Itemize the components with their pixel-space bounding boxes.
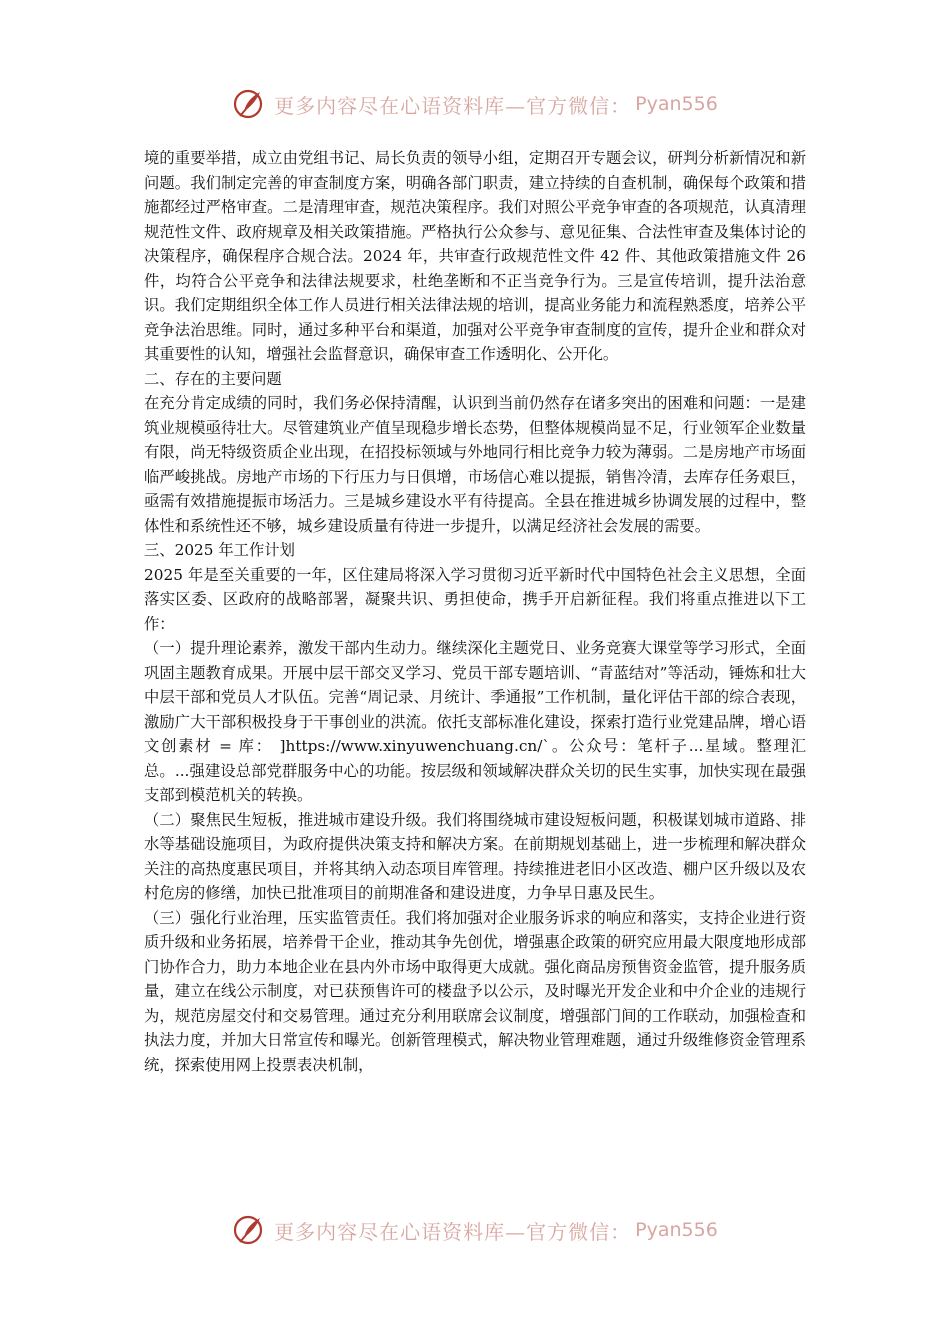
quill-logo-icon <box>232 86 268 122</box>
paragraph-plan-intro: 2025 年是至关重要的一年，区住建局将深入学习贯彻习近平新时代中国特色社会主义思想，全面落实区委、区政府的战略部署，凝聚共识、勇担使命，携手开启新征程。我们将重点推进以下工作： <box>144 565 806 633</box>
paragraph-intro: 境的重要举措，成立由党组书记、局长负责的领导小组，定期召开专题会议，研判分析新情况和新问题。我们制定完善的审查制度方案，明确各部门职责，建立持续的自查机制，确保每个政策和措施都经过严格审查。二是清理审查，规范决策程序。我们对照公平竞争审查的各项规范，认真清理规范性文件、政府规章及相关政策措施。严格执行公众参与、意见征集、合法性审查及集体讨论的决策程序，确保程序合规合法。2024 年，共审查行政规范性文件 42 件、其他政策措施文件 26 件，均符合公平竞争和法律法规要求，杜绝垄断和不正当竞争行为。三是宣传培训，提升法治意识。我们定期组织全体工作人员进行相关法律法规的培训，提高业务能力和流程熟悉度，培养公平竞争法治思维。同时，通过多种平台和渠道，加强对公平竞争审查制度的宣传，提升企业和群众对其重要性的认知，增强社会监督意识，确保审查工作透明化、公开化。 <box>144 149 806 363</box>
paragraph-plan-2: （二）聚焦民生短板，推进城市建设升级。我们将围绕城市建设短板问题，积极谋划城市道路、排水等基础设施项目，为政府提供决策支持和解决方案。在前期规划基础上，进一步梳理和解决群众关注的高热度惠民项目，并将其纳入动态项目库管理。持续推进老旧小区改造、棚户区升级以及农村危房的修缮，加快已批准项目的前期准备和建设进度，力争早日惠及民生。 <box>144 810 806 902</box>
section-heading-plan: 三、2025 年工作计划 <box>144 541 295 559</box>
watermark-banner-bottom <box>0 1208 950 1252</box>
watermark-account: Pyan556 <box>635 1219 718 1241</box>
watermark-text: 更多内容尽在心语资料库—官方微信： <box>274 93 632 118</box>
document-body <box>144 146 806 1077</box>
paragraph-plan-3: （三）强化行业治理，压实监管责任。我们将加强对企业服务诉求的响应和落实，支持企业进行资质升级和业务拓展，培养骨干企业，推动其争先创优，增强惠企政策的研究应用最大限度地形成部门协作合力，助力本地企业在县内外市场中取得更大成就。强化商品房预售资金监管，提升服务质量，建立在线公示制度，对已获预售许可的楼盘予以公示，及时曝光开发企业和中介企业的违规行为，规范房屋交付和交易管理。通过充分利用联席会议制度，增强部门间的工作联动，加强检查和执法力度，并加大日常宣传和曝光。创新管理模式，解决物业管理难题，通过升级维修资金管理系统，探索使用网上投票表决机制， <box>144 908 806 1074</box>
paragraph-problems: 在充分肯定成绩的同时，我们务必保持清醒，认识到当前仍然存在诸多突出的困难和问题：一是建筑业规模亟待壮大。尽管建筑业产值呈现稳步增长态势，但整体规模尚显不足，行业领军企业数量有限，尚无特级资质企业出现，在招投标领域与外地同行相比竞争力较为薄弱。二是房地产市场面临严峻挑战。房地产市场的下行压力与日俱增，市场信心难以提振，销售冷清，去库存任务艰巨，亟需有效措施提振市场活力。三是城乡建设水平有待提高。全县在推进城乡协调发展的过程中，整体性和系统性还不够，城乡建设质量有待进一步提升，以满足经济社会发展的需要。 <box>144 394 806 535</box>
paragraph-plan-1: （一）提升理论素养，激发干部内生动力。继续深化主题党日、业务竞赛大课堂等学习形式，全面巩固主题教育成果。开展中层干部交叉学习、党员干部专题培训、“青蓝结对”等活动，锤炼和壮大中层干部和党员人才队伍。完善“周记录、月统计、季通报”工作机制，量化评估干部的综合表现，激励广大干部积极投身于干事创业的洪流。依托支部标准化建设，探索打造行业党建品牌，增心语文创素材 = 库： ]https://www.xinyuwenchuang.cn/`。公众号：笔杆子...星域。整理汇总。...强建设总部党群服务中心的功能。按层级和领域解决群众关切的民生实事，加快实现在最强支部到模范机关的转换。 <box>144 639 806 804</box>
section-heading-problems: 二、存在的主要问题 <box>144 369 282 388</box>
watermark-text: 更多内容尽在心语资料库—官方微信： <box>274 1219 632 1244</box>
watermark-banner-top <box>0 82 950 126</box>
watermark-account: Pyan556 <box>635 93 718 115</box>
quill-logo-icon <box>232 1212 268 1248</box>
